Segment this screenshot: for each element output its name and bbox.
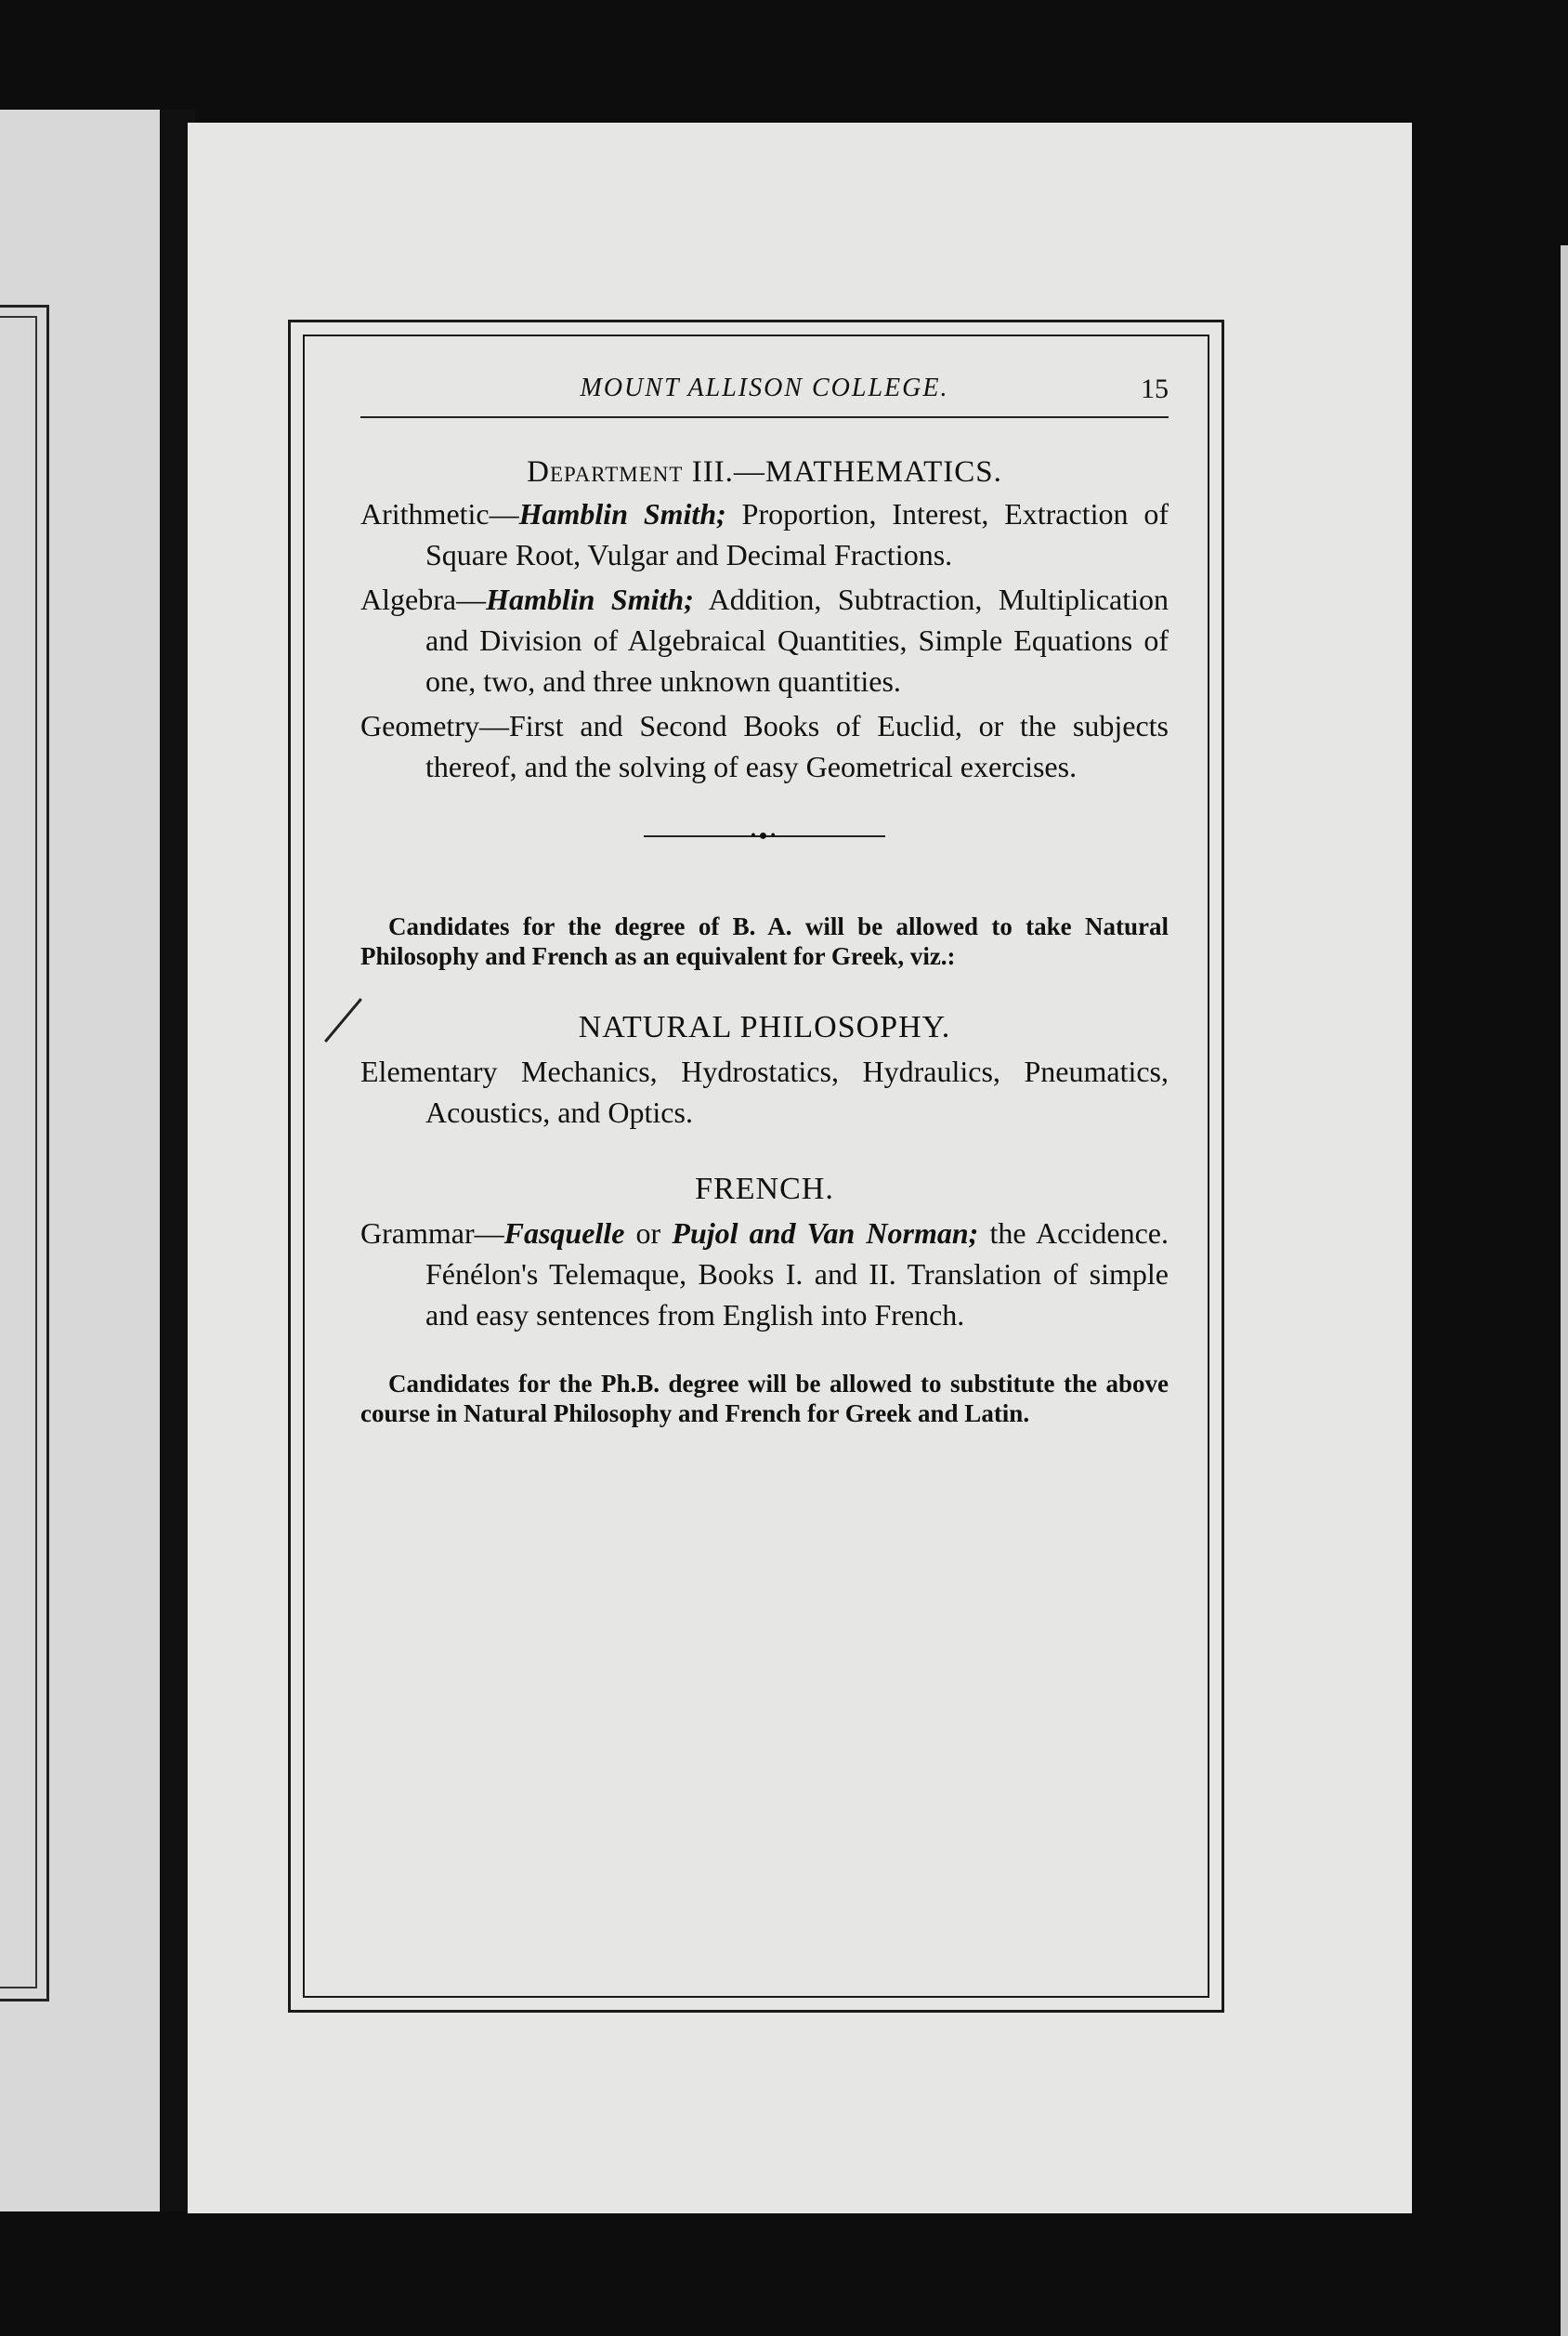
department-title: III.—MATHEMATICS. xyxy=(691,455,1002,489)
page-edge-shadow xyxy=(1561,245,1568,2336)
phb-degree-note: Candidates for the Ph.B. degree will be allowed to substitute the above course in Natural Philosophy and French for Greek and Latin. xyxy=(360,1370,1169,1427)
natural-philosophy-heading: NATURAL PHILOSOPHY. xyxy=(578,1010,951,1044)
algebra-entry xyxy=(360,579,1169,702)
entry-text: the Accidence. Fénélon's Telemaque, Books I. and II. Translation of simple and easy sentences from English into French. xyxy=(425,1216,1169,1332)
entry-text: Addition, Subtraction, Multiplication and Division of Algebraical Quantities, Simple Equations of one, two, and three unknown quantities. xyxy=(425,583,1169,698)
facing-page-inner-frame xyxy=(0,316,37,1988)
page-content xyxy=(360,374,1169,1428)
department-label: Department xyxy=(527,455,684,489)
entry-author: Fasquelle xyxy=(503,1216,625,1250)
page-border xyxy=(288,320,1224,2013)
page-number: 15 xyxy=(1141,374,1169,404)
entry-text: Proportion, Interest, Extraction of Square Root, Vulgar and Decimal Fractions. xyxy=(425,497,1169,571)
page-header xyxy=(360,374,1169,418)
entry-subject: Algebra— xyxy=(360,583,487,616)
entry-author: Pujol and Van Norman; xyxy=(672,1216,979,1250)
ba-degree-note: Candidates for the degree of B. A. will be allowed to take Natural Philosophy and French as an equivalent for Greek, viz.: xyxy=(360,912,1169,970)
french-heading: FRENCH. xyxy=(695,1172,834,1206)
section-divider-ornament xyxy=(644,830,885,843)
arithmetic-entry xyxy=(360,493,1169,575)
french-entry xyxy=(360,1213,1169,1335)
entry-author: Hamblin Smith; xyxy=(486,583,694,616)
facing-page-edge xyxy=(0,110,160,2211)
entry-author: Hamblin Smith; xyxy=(518,497,726,531)
running-head: MOUNT ALLISON COLLEGE. xyxy=(580,374,949,402)
entry-subject: Grammar— xyxy=(360,1216,504,1250)
entry-connector: or xyxy=(624,1216,673,1250)
entry-subject: Geometry—First and Second Books of Euclid, or the subjects thereof, and the solving of easy Geometrical exercises. xyxy=(360,709,1169,783)
divider-dots: •●• xyxy=(751,828,778,844)
entry-subject: Arithmetic— xyxy=(360,497,519,531)
page-inner-border xyxy=(303,335,1209,1998)
department-heading xyxy=(360,455,1169,490)
geometry-entry xyxy=(360,705,1169,787)
natural-philosophy-entry: Elementary Mechanics, Hydrostatics, Hydraulics, Pneumatics, Acoustics, and Optics. xyxy=(360,1055,1169,1129)
